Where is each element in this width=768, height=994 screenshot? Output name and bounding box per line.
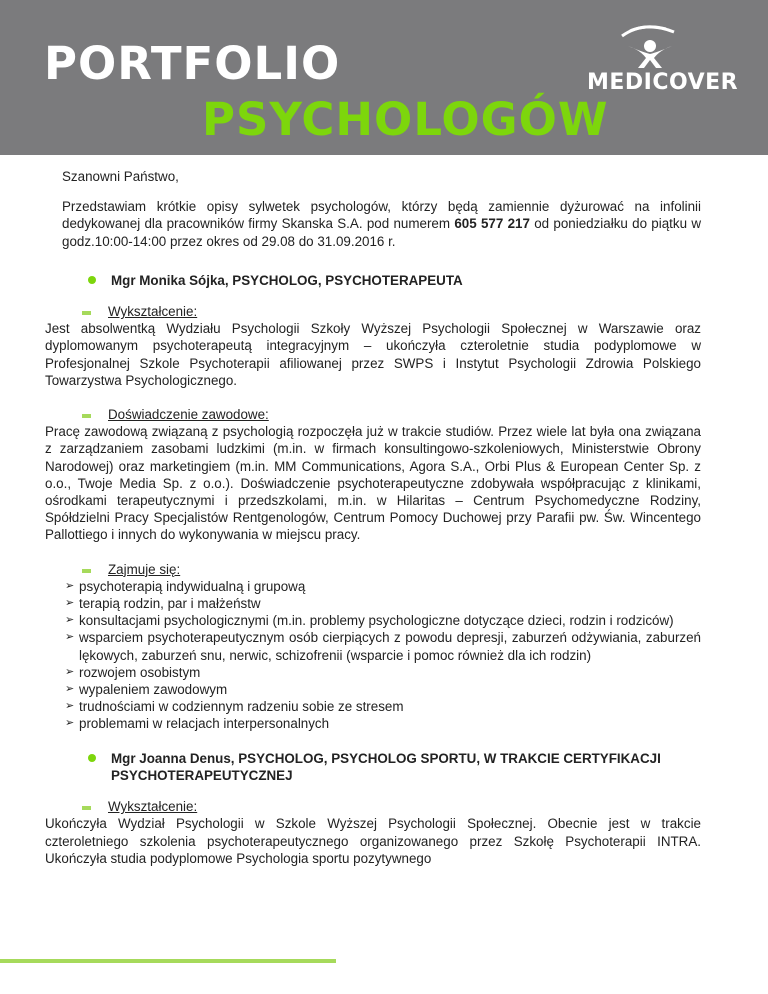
list-item-text: rozwojem osobistym [79,664,201,680]
list-item [17,681,701,698]
intro-paragraph [62,198,701,250]
header-banner [0,0,768,155]
list-item [17,664,701,681]
person2-education-label-row [33,798,701,815]
greeting: Szanowni Państwo, [62,169,179,184]
dash-bullet-icon [82,414,91,418]
list-item [17,698,701,715]
person1-areas-list [17,578,701,733]
person1-education-label: Wykształcenie: [108,304,198,320]
intro-text-end: od poniedziałku do piątku w godz.10:00-14:00 przez okres od 29.08 do 31.09.2016 r. [62,216,701,249]
person2-name: Mgr Joanna Denus, PSYCHOLOG, PSYCHOLOG SPORTU, W TRAKCIE CERTYFIKACJI PSYCHOTERAPEUTYCZNEJ [111,750,661,783]
arrow-bullet-icon: ➢ [65,631,75,644]
person1-education-label-row [33,303,701,320]
list-item [17,715,701,732]
list-item-text: trudnościami w codziennym radzeniu sobie ze stresem [79,699,404,715]
list-item-text: terapią rodzin, par i małżeństw [79,596,261,612]
person1-education-text: Jest absolwentką Wydziału Psychologii Szkoły Wyższej Psychologii Społecznej w Warszawie oraz dyplomowanym psychoterapeutą integracyjnym – ukończyła czteroletnie studia podyplomowe w Profesjonalnej Szkole Psychoterapii afiliowanej przez SWPS i Instytut Psychologii Zdrowia Polskiego Towarzystwa Psychologicznego. [45,321,701,388]
green-bullet-icon [88,276,96,284]
list-item-text: wypaleniem zawodowym [79,682,228,698]
phone-number: 605 577 217 [454,216,530,232]
list-item [17,578,701,595]
list-item-text: problemami w relacjach interpersonalnych [79,716,330,732]
person1-experience-text: Pracę zawodową związaną z psychologią rozpoczęła już w trakcie studiów. Przez wiele lat była ona związana z zarządzaniem zasobami ludzkimi (m.in. w firmach konsultingowo-szkoleniowych, Ministerstwie Obrony Narodowej) oraz marketingiem (m.in. MM Communications, Agora S.A., Orbi Plus & European Center Sp. z o.o., Twoje Media Sp. z o.o.). Doświadczenie psychoterapeutyczne zdobywała współpracując z klinikami, ośrodkami terapeutycznymi i przedszkolami, m.in. w Hilaritas – Centrum Psychomedyczne Rodziny, Spółdzielni Pracy Specjalistów Rentgenologów, Centrum Pomocy Duchowej przy Parafii pw. Św. Wincentego Pallottiego i innych do wykonywania w miejscu pracy. [45,424,701,543]
arrow-bullet-icon: ➢ [65,579,75,592]
dash-bullet-icon [82,806,91,810]
arrow-bullet-icon: ➢ [65,614,75,627]
list-item [17,595,701,612]
person1-heading [62,272,701,289]
arrow-bullet-icon: ➢ [65,717,75,730]
list-item-text: konsultacjami psychologicznymi (m.in. problemy psychologiczne dotyczące dzieci, rodzin i rodziców) [79,613,674,629]
green-bullet-icon [88,754,96,762]
title-line1: PORTFOLIO [44,37,341,90]
list-item [17,612,701,629]
person1-name: Mgr Monika Sójka, PSYCHOLOG, PSYCHOTERAPEUTA [111,272,463,288]
arrow-bullet-icon: ➢ [65,683,75,696]
person2-education-text: Ukończyła Wydział Psychologii w Szkole Wyższej Psychologii Społecznej. Obecnie jest w trakcie czteroletniego szkolenia psychoterapeutycznego organizowanego przez Szkołę Psychoterapii INTRA. Ukończyła studia podyplomowe Psychologia sportu pozytywnego [45,816,701,866]
title-line2: PSYCHOLOGÓW [202,93,609,146]
dash-bullet-icon [82,569,91,573]
arrow-bullet-icon: ➢ [65,665,75,678]
footer-divider [0,959,336,963]
intro-text: Przedstawiam krótkie opisy sylwetek psychologów, którzy będą zamiennie dyżurować na infolinii dedykowanej dla pracowników firmy Skanska S.A. pod numerem [62,199,701,232]
person1-experience-label-row [33,406,701,423]
dash-bullet-icon [82,311,91,315]
logo-text: MEDICOVER [587,70,739,95]
list-item [17,629,701,663]
list-item-text: psychoterapią indywidualną i grupową [79,578,306,594]
arrow-bullet-icon: ➢ [65,700,75,713]
person1-areas-label-row [33,561,701,578]
document-body [45,168,701,867]
list-item-text: wsparciem psychoterapeutycznym osób cierpiących z powodu depresji, zaburzeń odżywiania, zaburzeń lękowych, zaburzeń snu, nerwic, schizofrenii (wsparcie i pomoc również dla ich rodzin) [79,630,701,663]
person2-education-label: Wykształcenie: [108,799,198,815]
person1-areas-label: Zajmuje się: [108,561,181,577]
person1-experience-label: Doświadczenie zawodowe: [108,407,269,423]
person2-heading [62,750,701,784]
arrow-bullet-icon: ➢ [65,597,75,610]
